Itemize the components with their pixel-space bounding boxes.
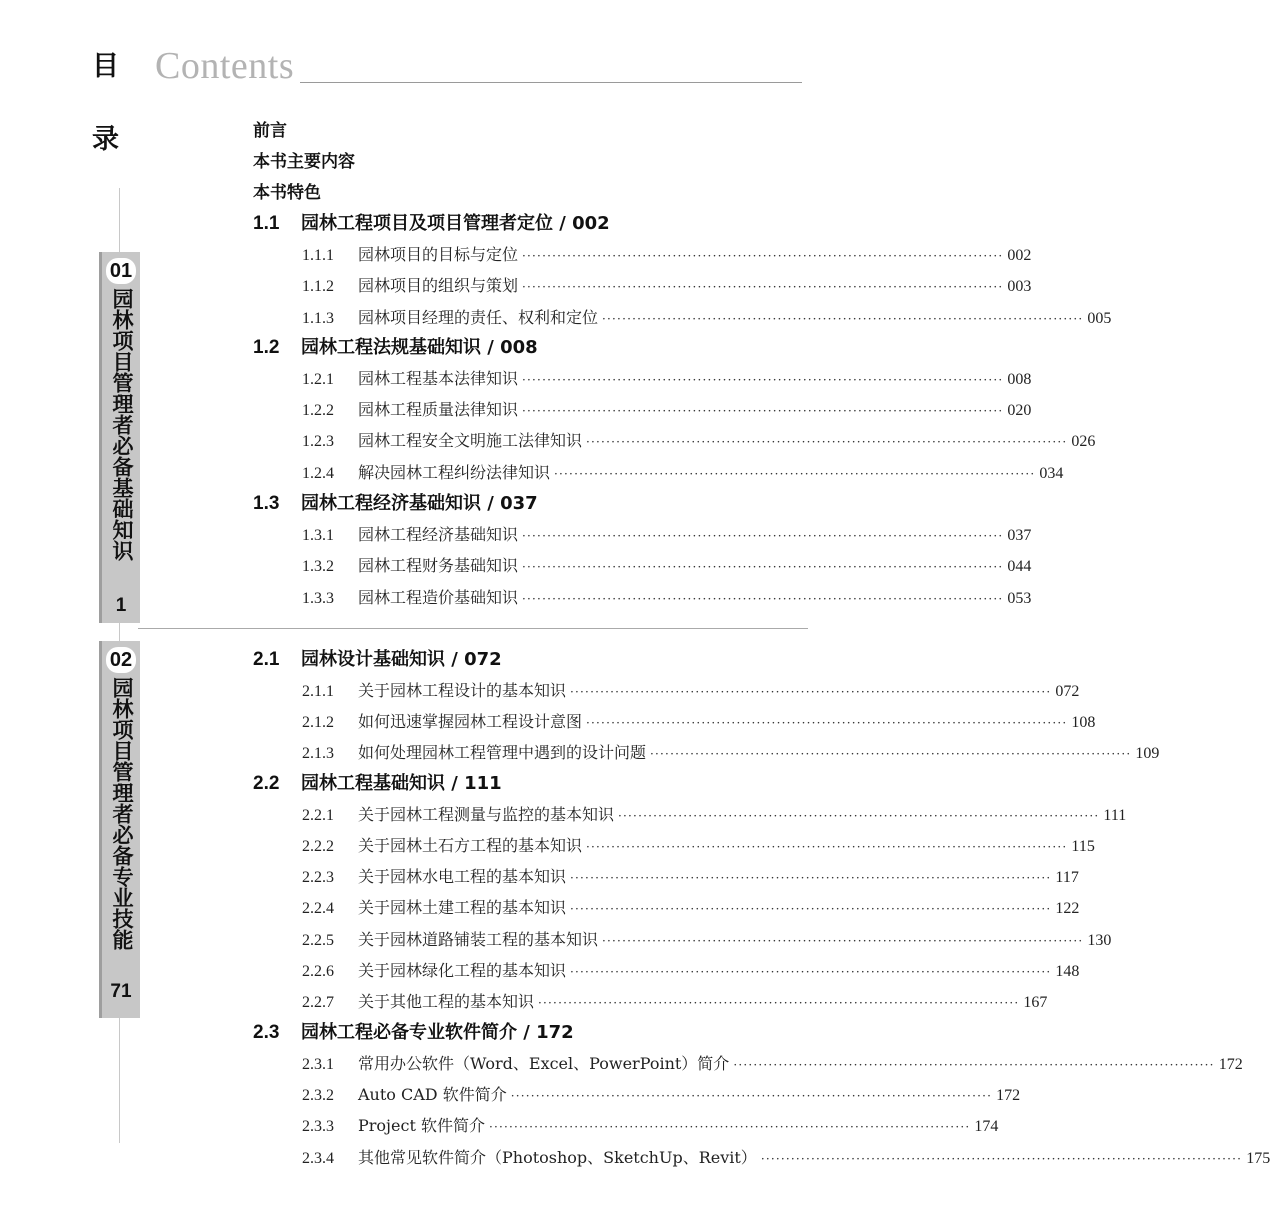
section-title: 园林工程法规基础知识 / 008 bbox=[301, 337, 538, 358]
subsection-title: 如何迅速掌握园林工程设计意图 bbox=[358, 712, 583, 731]
toc-subsection[interactable] bbox=[302, 742, 1160, 764]
dot-leader: ································································································ bbox=[522, 280, 1004, 294]
subsection-page: 175 bbox=[1246, 1150, 1270, 1167]
subsection-number: 1.2.3 bbox=[302, 433, 334, 450]
dot-leader: ································································································ bbox=[488, 1120, 971, 1134]
section-title: 园林工程基础知识 / 111 bbox=[301, 773, 502, 794]
subsection-title: 关于园林工程设计的基本知识 bbox=[358, 681, 567, 700]
toc-heading-char-mu: 目 bbox=[92, 51, 119, 82]
toc-subsection[interactable] bbox=[302, 991, 1048, 1013]
section-number: 1.2 bbox=[253, 337, 280, 358]
subsection-page: 020 bbox=[1007, 402, 1032, 419]
dot-leader: ································································································ bbox=[522, 560, 1004, 574]
subsection-title: 关于园林工程测量与监控的基本知识 bbox=[358, 805, 615, 824]
subsection-number: 2.3.1 bbox=[302, 1056, 334, 1073]
toc-subsection[interactable] bbox=[302, 804, 1127, 826]
toc-subsection[interactable] bbox=[302, 866, 1079, 888]
subsection-number: 1.2.4 bbox=[302, 465, 334, 482]
chapter-number: 02 bbox=[106, 647, 136, 673]
toc-heading-char-lu: 录 bbox=[92, 124, 119, 155]
toc-subsection[interactable] bbox=[302, 711, 1096, 733]
subsection-page: 026 bbox=[1071, 433, 1096, 450]
subsection-number: 1.1.3 bbox=[302, 310, 334, 327]
subsection-number: 2.2.6 bbox=[302, 963, 334, 980]
toc-subsection[interactable] bbox=[302, 462, 1064, 484]
toc-subsection[interactable] bbox=[302, 680, 1080, 702]
subsection-page: 008 bbox=[1007, 371, 1032, 388]
toc-section[interactable] bbox=[253, 337, 538, 359]
dot-leader: ································································································ bbox=[522, 404, 1004, 418]
toc-subsection[interactable] bbox=[302, 399, 1032, 421]
subsection-title: 园林工程造价基础知识 bbox=[358, 588, 519, 607]
dot-leader: ································································································ bbox=[570, 871, 1052, 885]
subsection-page: 044 bbox=[1007, 558, 1032, 575]
subsection-page: 172 bbox=[1218, 1056, 1243, 1073]
dot-leader: ································································································ bbox=[602, 934, 1084, 948]
subsection-number: 2.2.5 bbox=[302, 932, 334, 949]
section-number: 1.1 bbox=[253, 213, 280, 234]
subsection-page: 072 bbox=[1055, 683, 1080, 700]
subsection-page: 053 bbox=[1007, 590, 1032, 607]
contents-heading: Contents bbox=[155, 45, 295, 87]
toc-subsection[interactable] bbox=[302, 1147, 1270, 1169]
subsection-number: 1.1.2 bbox=[302, 278, 334, 295]
dot-leader: ································································································ bbox=[510, 1089, 993, 1103]
subsection-number: 2.1.1 bbox=[302, 683, 334, 700]
subsection-page: 130 bbox=[1087, 932, 1112, 949]
chapter-title: 园林项目管理者必备专业技能 bbox=[110, 677, 134, 950]
toc-subsection[interactable] bbox=[302, 929, 1112, 951]
toc-subsection[interactable] bbox=[302, 835, 1095, 857]
section-title: 园林工程项目及项目管理者定位 / 002 bbox=[301, 213, 610, 234]
subsection-page: 115 bbox=[1071, 838, 1095, 855]
subsection-page: 174 bbox=[974, 1118, 999, 1135]
subsection-title: 关于园林土石方工程的基本知识 bbox=[358, 836, 583, 855]
subsection-number: 2.1.3 bbox=[302, 745, 334, 762]
subsection-title: 园林工程财务基础知识 bbox=[358, 556, 519, 575]
subsection-page: 111 bbox=[1103, 807, 1127, 824]
subsection-number: 2.2.2 bbox=[302, 838, 334, 855]
subsection-number: 2.1.2 bbox=[302, 714, 334, 731]
toc-subsection[interactable] bbox=[302, 1115, 999, 1137]
dot-leader: ································································································ bbox=[586, 840, 1068, 854]
dot-leader: ································································································ bbox=[586, 716, 1068, 730]
toc-subsection[interactable] bbox=[302, 1053, 1243, 1075]
subsection-page: 003 bbox=[1007, 278, 1032, 295]
subsection-number: 2.3.2 bbox=[302, 1087, 334, 1104]
section-number: 2.3 bbox=[253, 1022, 280, 1043]
subsection-page: 108 bbox=[1071, 714, 1096, 731]
subsection-page: 109 bbox=[1135, 745, 1160, 762]
subsection-title: Auto CAD 软件简介 bbox=[358, 1085, 507, 1104]
subsection-number: 1.3.2 bbox=[302, 558, 334, 575]
subsection-number: 1.3.3 bbox=[302, 590, 334, 607]
chapter-page: 71 bbox=[110, 981, 132, 1002]
toc-section[interactable] bbox=[253, 1022, 574, 1044]
section-title: 园林设计基础知识 / 072 bbox=[301, 649, 502, 670]
dot-leader: ································································································ bbox=[650, 747, 1132, 761]
subsection-title: 园林项目的组织与策划 bbox=[358, 276, 519, 295]
dot-leader: ································································································ bbox=[602, 312, 1084, 326]
subsection-number: 2.3.3 bbox=[302, 1118, 334, 1135]
subsection-page: 002 bbox=[1007, 247, 1032, 264]
chapter-title: 园林项目管理者必备基础知识 bbox=[110, 288, 134, 561]
subsection-title: 关于其他工程的基本知识 bbox=[358, 992, 535, 1011]
subsection-number: 2.2.4 bbox=[302, 900, 334, 917]
toc-front-main-content[interactable]: 本书主要内容 bbox=[253, 152, 355, 172]
toc-front-features[interactable]: 本书特色 bbox=[253, 183, 321, 203]
chapter-page: 1 bbox=[115, 595, 127, 616]
subsection-title: Project 软件简介 bbox=[358, 1116, 485, 1135]
toc-subsection[interactable] bbox=[302, 244, 1032, 266]
subsection-page: 034 bbox=[1039, 465, 1064, 482]
subsection-number: 2.2.1 bbox=[302, 807, 334, 824]
section-title: 园林工程必备专业软件简介 / 172 bbox=[301, 1022, 574, 1043]
subsection-page: 122 bbox=[1055, 900, 1080, 917]
subsection-page: 037 bbox=[1007, 527, 1032, 544]
section-number: 2.1 bbox=[253, 649, 280, 670]
dot-leader: ································································································ bbox=[570, 965, 1052, 979]
subsection-number: 1.3.1 bbox=[302, 527, 334, 544]
chapter-tab-01[interactable] bbox=[99, 252, 140, 623]
subsection-page: 148 bbox=[1055, 963, 1080, 980]
dot-leader: ································································································ bbox=[554, 467, 1036, 481]
subsection-number: 1.1.1 bbox=[302, 247, 334, 264]
toc-section[interactable] bbox=[253, 649, 502, 671]
toc-subsection[interactable] bbox=[302, 960, 1080, 982]
dot-leader: ································································································ bbox=[733, 1058, 1215, 1072]
section-number: 2.2 bbox=[253, 773, 280, 794]
toc-subsection[interactable] bbox=[302, 275, 1032, 297]
subsection-title: 园林工程安全文明施工法律知识 bbox=[358, 431, 583, 450]
dot-leader: ································································································ bbox=[586, 435, 1068, 449]
subsection-title: 关于园林绿化工程的基本知识 bbox=[358, 961, 567, 980]
subsection-title: 常用办公软件（Word、Excel、PowerPoint）简介 bbox=[358, 1054, 730, 1073]
toc-subsection[interactable] bbox=[302, 555, 1032, 577]
subsection-title: 如何处理园林工程管理中遇到的设计问题 bbox=[358, 743, 647, 762]
subsection-number: 2.3.4 bbox=[302, 1150, 334, 1167]
subsection-title: 关于园林土建工程的基本知识 bbox=[358, 898, 567, 917]
subsection-title: 其他常见软件简介（Photoshop、SketchUp、Revit） bbox=[358, 1148, 757, 1167]
section-title: 园林工程经济基础知识 / 037 bbox=[301, 493, 538, 514]
dot-leader: ································································································ bbox=[522, 529, 1004, 543]
chapter-divider bbox=[138, 628, 808, 629]
dot-leader: ································································································ bbox=[570, 902, 1052, 916]
toc-section[interactable] bbox=[253, 213, 610, 235]
subsection-title: 解决园林工程纠纷法律知识 bbox=[358, 463, 551, 482]
dot-leader: ································································································ bbox=[522, 249, 1004, 263]
subsection-number: 2.2.7 bbox=[302, 994, 334, 1011]
dot-leader: ································································································ bbox=[618, 809, 1100, 823]
chapter-number: 01 bbox=[106, 258, 136, 284]
subsection-title: 园林工程质量法律知识 bbox=[358, 400, 519, 419]
subsection-page: 117 bbox=[1055, 869, 1079, 886]
subsection-title: 园林工程经济基础知识 bbox=[358, 525, 519, 544]
toc-subsection[interactable] bbox=[302, 524, 1032, 546]
dot-leader: ································································································ bbox=[760, 1152, 1243, 1166]
contents-rule bbox=[300, 82, 802, 83]
subsection-title: 关于园林水电工程的基本知识 bbox=[358, 867, 567, 886]
toc-subsection[interactable] bbox=[302, 897, 1080, 919]
chapter-tab-02[interactable] bbox=[99, 641, 140, 1018]
toc-front-preface[interactable]: 前言 bbox=[253, 121, 287, 141]
dot-leader: ································································································ bbox=[522, 592, 1004, 606]
toc-section[interactable] bbox=[253, 773, 502, 795]
dot-leader: ································································································ bbox=[570, 685, 1052, 699]
subsection-page: 172 bbox=[996, 1087, 1021, 1104]
subsection-number: 2.2.3 bbox=[302, 869, 334, 886]
dot-leader: ································································································ bbox=[522, 373, 1004, 387]
toc-subsection[interactable] bbox=[302, 430, 1096, 452]
toc-subsection[interactable] bbox=[302, 1084, 1021, 1106]
toc-subsection[interactable] bbox=[302, 587, 1032, 609]
subsection-number: 1.2.2 bbox=[302, 402, 334, 419]
section-number: 1.3 bbox=[253, 493, 280, 514]
subsection-number: 1.2.1 bbox=[302, 371, 334, 388]
toc-subsection[interactable] bbox=[302, 307, 1112, 329]
subsection-title: 园林项目经理的责任、权利和定位 bbox=[358, 308, 599, 327]
subsection-page: 167 bbox=[1023, 994, 1048, 1011]
dot-leader: ································································································ bbox=[538, 996, 1020, 1010]
subsection-page: 005 bbox=[1087, 310, 1112, 327]
toc-subsection[interactable] bbox=[302, 368, 1032, 390]
subsection-title: 园林项目的目标与定位 bbox=[358, 245, 519, 264]
toc-section[interactable] bbox=[253, 493, 538, 515]
subsection-title: 园林工程基本法律知识 bbox=[358, 369, 519, 388]
subsection-title: 关于园林道路铺装工程的基本知识 bbox=[358, 930, 599, 949]
